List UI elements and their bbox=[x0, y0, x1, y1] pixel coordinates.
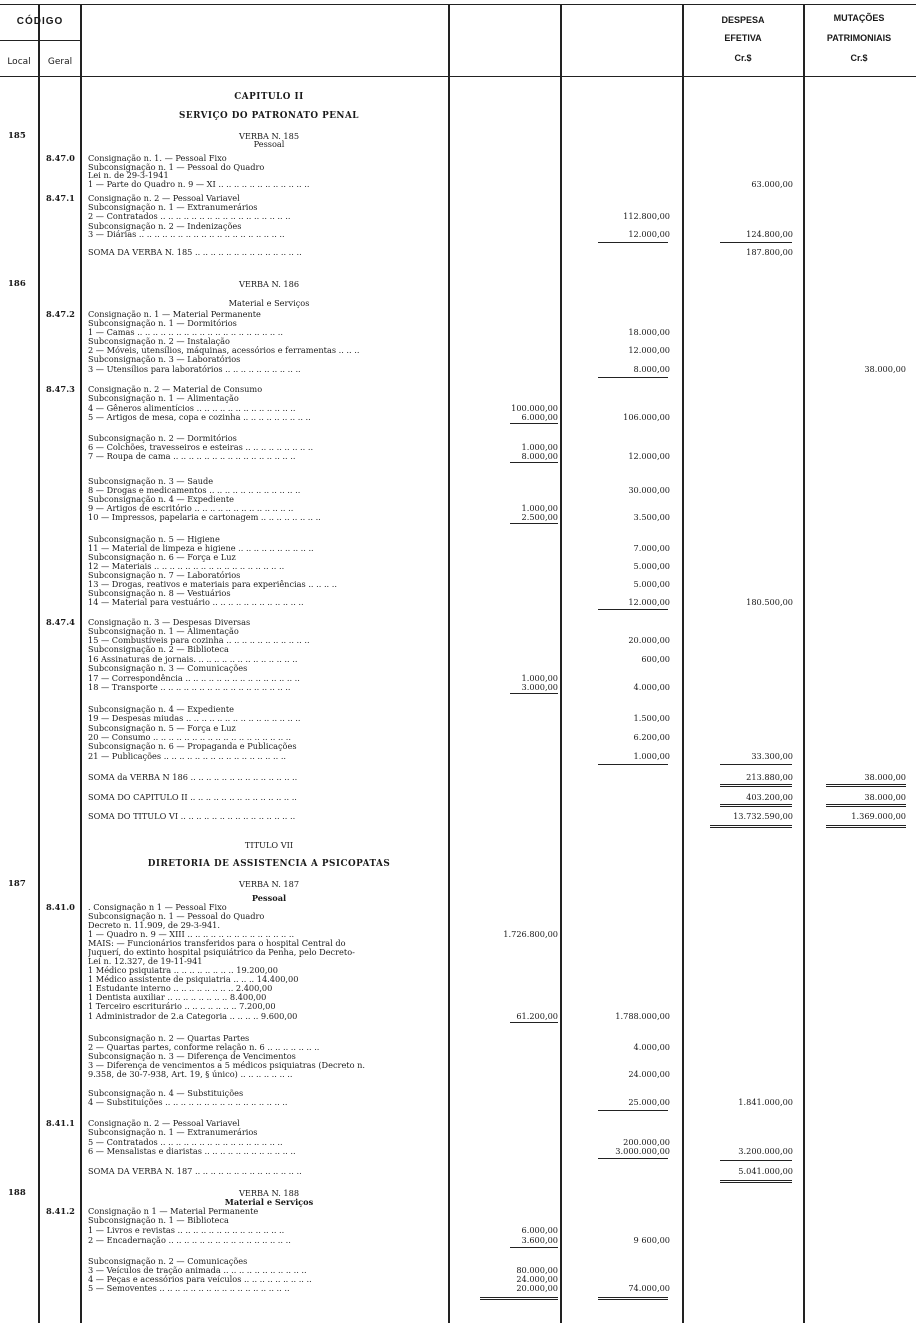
ledger-row bbox=[0, 644, 916, 654]
ledger-row bbox=[0, 1215, 916, 1225]
row-description: 3 — Veículos de tração animada .. .. .. .. .. .. .. .. .. .. .. bbox=[88, 1265, 307, 1275]
ledger-row bbox=[0, 393, 916, 403]
row-description: 15 — Combustíveis para cozinha .. .. .. .. .. .. .. .. .. .. .. bbox=[88, 635, 310, 645]
despesa-efetiva-amount: 3.200.000,00 bbox=[738, 1146, 793, 1156]
geral-code: 8.41.0 bbox=[46, 902, 75, 912]
mutacoes-header-unit: Cr.$ bbox=[850, 53, 868, 63]
total-rule bbox=[826, 804, 906, 807]
row-description: Subconsignação n. 3 — Diferença de Vencimentos bbox=[88, 1051, 296, 1061]
row-description: Subconsignação n. 1 — Pessoal do Quadro bbox=[88, 162, 265, 172]
amount-col2: 112.800,00 bbox=[623, 211, 670, 221]
ledger-row bbox=[0, 879, 916, 889]
total-rule bbox=[826, 784, 906, 787]
row-description: 20 — Consumo .. .. .. .. .. .. .. .. .. .. .. .. .. .. .. .. .. .. bbox=[88, 732, 291, 742]
mutacoes-patrimoniais-amount: 38.000,00 bbox=[864, 364, 906, 374]
amount-col2: 12.000,00 bbox=[628, 345, 670, 355]
row-description: 8 — Drogas e medicamentos .. .. .. .. .. .. .. .. .. .. .. .. bbox=[88, 485, 301, 495]
ledger-row bbox=[0, 1166, 916, 1176]
despesa-efetiva-amount: 33.300,00 bbox=[751, 751, 793, 761]
ledger-row bbox=[0, 751, 916, 761]
ledger-row bbox=[0, 451, 916, 461]
header-bottom-rule bbox=[0, 76, 916, 77]
subtotal-rule bbox=[720, 1160, 792, 1161]
amount-col1: 3.600,00 bbox=[521, 1235, 558, 1245]
row-description: 5 — Semoventes .. .. .. .. .. .. .. .. .. .. .. .. .. .. .. .. .. bbox=[88, 1283, 290, 1293]
amount-col2: 20.000,00 bbox=[628, 635, 670, 645]
row-description: . Consignação n 1 — Pessoal Fixo bbox=[88, 902, 227, 912]
row-description: SOMA DA VERBA N. 187 .. .. .. .. .. .. .. .. .. .. .. .. .. .. bbox=[88, 1166, 302, 1176]
amount-col1: 20.000,00 bbox=[516, 1283, 558, 1293]
geral-code: 8.47.3 bbox=[46, 384, 75, 394]
row-description: Subconsignação n. 2 — Biblioteca bbox=[88, 644, 229, 654]
row-description: Subconsignação n. 7 — Laboratórios bbox=[88, 570, 241, 580]
row-description: SERVIÇO DO PATRONATO PENAL bbox=[179, 111, 359, 121]
amount-col1: 3.000,00 bbox=[521, 682, 558, 692]
despesa-efetiva-amount: 124.800,00 bbox=[746, 229, 793, 239]
row-description: 1 Administrador de 2.a Categoria .. .. .. .. 9.600,00 bbox=[88, 1011, 298, 1021]
despesa-efetiva-amount: 187.800,00 bbox=[746, 247, 793, 257]
row-description: 14 — Material para vestuário .. .. .. .. .. .. .. .. .. .. .. .. bbox=[88, 597, 304, 607]
subtotal-rule bbox=[720, 242, 792, 243]
ledger-row bbox=[0, 179, 916, 189]
row-description: Subconsignação n. 1 — Alimentação bbox=[88, 393, 239, 403]
subtotal-rule bbox=[598, 242, 668, 243]
row-description: Subconsignação n. 2 — Quartas Partes bbox=[88, 1033, 250, 1043]
despesa-efetiva-amount: 180.500,00 bbox=[746, 597, 793, 607]
row-description: 9 — Artigos de escritório .. .. .. .. .. .. .. .. .. .. .. .. .. bbox=[88, 503, 294, 513]
total-rule bbox=[720, 1180, 792, 1183]
local-code: 188 bbox=[8, 1188, 26, 1198]
amount-col2: 600,00 bbox=[641, 654, 670, 664]
row-description: 9.358, de 30-7-938, Art. 19, § único) .. .. .. .. .. .. .. bbox=[88, 1069, 293, 1079]
row-description: Subconsignação n. 5 — Força e Luz bbox=[88, 723, 236, 733]
ledger-row bbox=[0, 597, 916, 607]
subtotal-rule bbox=[510, 523, 558, 524]
ledger-row bbox=[0, 713, 916, 723]
amount-col2: 1.788.000,00 bbox=[615, 1011, 670, 1021]
row-description: Consignação n. 1. — Pessoal Fixo bbox=[88, 153, 227, 163]
mutacoes-header-line2: PATRIMONIAIS bbox=[826, 33, 892, 43]
row-description: CAPITULO II bbox=[234, 92, 304, 102]
row-description: Subconsignação n. 6 — Força e Luz bbox=[88, 552, 236, 562]
subtotal-rule bbox=[510, 462, 558, 463]
amount-col1: 1.000,00 bbox=[521, 442, 558, 452]
amount-col1: 24.000,00 bbox=[516, 1274, 558, 1284]
despesa-header-line1: DESPESA bbox=[721, 15, 765, 25]
row-description: Consignação n. 2 — Pessoal Variavel bbox=[88, 1118, 240, 1128]
ledger-row bbox=[0, 1097, 916, 1107]
ledger-row bbox=[0, 1235, 916, 1245]
row-description: Subconsignação n. 4 — Expediente bbox=[88, 704, 234, 714]
row-description: 4 — Substituições .. .. .. .. .. .. .. .. .. .. .. .. .. .. .. .. bbox=[88, 1097, 288, 1107]
total-rule bbox=[598, 1297, 668, 1300]
row-description: 2 — Contratados .. .. .. .. .. .. .. .. .. .. .. .. .. .. .. .. .. bbox=[88, 211, 291, 221]
ledger-row bbox=[0, 111, 916, 121]
despesa-efetiva-amount: 63.000,00 bbox=[751, 179, 793, 189]
ledger-row bbox=[0, 512, 916, 522]
row-description: 1 Estudante interno .. .. .. .. .. .. .. .. 2.400,00 bbox=[88, 983, 273, 993]
amount-col1: 1.000,00 bbox=[521, 673, 558, 683]
ledger-row bbox=[0, 741, 916, 751]
ledger-row bbox=[0, 859, 916, 869]
despesa-efetiva-amount: 213.880,00 bbox=[746, 772, 793, 782]
row-description: 12 — Materiais .. .. .. .. .. .. .. .. .. .. .. .. .. .. .. .. .. bbox=[88, 561, 285, 571]
ledger-row bbox=[0, 354, 916, 364]
amount-col1: 1.726.800,00 bbox=[503, 929, 558, 939]
row-description: 4 — Peças e acessórios para veículos .. .. .. .. .. .. .. .. .. bbox=[88, 1274, 312, 1284]
ledger-row bbox=[0, 247, 916, 257]
ledger-row bbox=[0, 92, 916, 102]
row-description: Subconsignação n. 1 — Dormitórios bbox=[88, 318, 237, 328]
row-description: Subconsignação n. 1 — Alimentação bbox=[88, 626, 239, 636]
row-description: Subconsignação n. 4 — Expediente bbox=[88, 494, 234, 504]
amount-col2: 12.000,00 bbox=[628, 597, 670, 607]
subtotal-rule bbox=[598, 609, 668, 610]
despesa-efetiva-amount: 403.200,00 bbox=[746, 792, 793, 802]
amount-col2: 4.000,00 bbox=[633, 1042, 670, 1052]
codigo-header: CÓDIGO bbox=[16, 16, 64, 27]
amount-col1: 80.000,00 bbox=[516, 1265, 558, 1275]
row-description: Subconsignação n. 4 — Substituições bbox=[88, 1088, 244, 1098]
row-description: Material e Serviços bbox=[224, 1197, 314, 1207]
amount-col2: 4.000,00 bbox=[633, 682, 670, 692]
ledger-row bbox=[0, 1069, 916, 1079]
amount-col1: 6.000,00 bbox=[521, 1225, 558, 1235]
row-description: 3 — Diferença de vencimentos a 5 médicos psiquiatras (Decreto n. bbox=[88, 1060, 365, 1070]
row-description: Subconsignação n. 2 — Indenizações bbox=[88, 221, 242, 231]
geral-code: 8.41.1 bbox=[46, 1118, 75, 1128]
mutacoes-patrimoniais-amount: 1.369.000,00 bbox=[851, 811, 906, 821]
row-description: 1 — Camas .. .. .. .. .. .. .. .. .. .. .. .. .. .. .. .. .. .. .. bbox=[88, 327, 283, 337]
row-description: 21 — Publicações .. .. .. .. .. .. .. .. .. .. .. .. .. .. .. .. bbox=[88, 751, 287, 761]
total-rule bbox=[480, 1297, 558, 1300]
row-description: Pessoal bbox=[253, 139, 285, 149]
row-description: 1 Dentista auxiliar .. .. .. .. .. .. .. .. 8.400,00 bbox=[88, 992, 267, 1002]
subtotal-rule bbox=[598, 1110, 668, 1111]
despesa-efetiva-amount: 13.732.590,00 bbox=[733, 811, 793, 821]
row-description: Consignação n. 2 — Material de Consumo bbox=[88, 384, 263, 394]
total-rule bbox=[710, 825, 792, 828]
amount-col1: 8.000,00 bbox=[521, 451, 558, 461]
row-description: 1 — Livros e revistas .. .. .. .. .. .. .. .. .. .. .. .. .. .. bbox=[88, 1225, 285, 1235]
amount-col1: 100.000,00 bbox=[511, 403, 558, 413]
geral-code: 8.47.4 bbox=[46, 617, 75, 627]
ledger-row bbox=[0, 364, 916, 374]
ledger-row bbox=[0, 663, 916, 673]
geral-header: Geral bbox=[47, 57, 73, 67]
ledger-row bbox=[0, 279, 916, 289]
total-rule bbox=[720, 784, 792, 787]
subtotal-rule bbox=[510, 423, 558, 424]
header-top-rule bbox=[0, 4, 916, 5]
amount-col2: 18.000,00 bbox=[628, 327, 670, 337]
row-description: 3 — Utensílios para laboratórios .. .. .. .. .. .. .. .. .. .. bbox=[88, 364, 301, 374]
total-rule bbox=[826, 825, 906, 828]
mutacoes-patrimoniais-amount: 38.000,00 bbox=[864, 792, 906, 802]
ledger-row bbox=[0, 412, 916, 422]
row-description: Material e Serviços bbox=[228, 298, 310, 308]
row-description: 1 Terceiro escriturário .. .. .. .. .. .. .. 7.200,00 bbox=[88, 1001, 276, 1011]
row-description: 1 Médico assistente de psiquiatria .. .. .. 14.400,00 bbox=[88, 974, 299, 984]
amount-col1: 6.000,00 bbox=[521, 412, 558, 422]
amount-col2: 74.000,00 bbox=[628, 1283, 670, 1293]
row-description: Subconsignação n. 6 — Propaganda e Publicações bbox=[88, 741, 297, 751]
row-description: Subconsignação n. 3 — Comunicações bbox=[88, 663, 248, 673]
row-description: VERBA N. 188 bbox=[238, 1188, 300, 1198]
codigo-divider bbox=[0, 40, 80, 41]
local-code: 187 bbox=[8, 879, 26, 889]
row-description: 2 — Quartas partes, conforme relação n. 6 .. .. .. .. .. .. .. bbox=[88, 1042, 320, 1052]
amount-col2: 9 600,00 bbox=[633, 1235, 670, 1245]
subtotal-rule bbox=[510, 1247, 558, 1248]
ledger-row bbox=[0, 772, 916, 782]
row-description: 19 — Despesas miudas .. .. .. .. .. .. .. .. .. .. .. .. .. .. .. bbox=[88, 713, 301, 723]
row-description: SOMA DO TITULO VI .. .. .. .. .. .. .. .. .. .. .. .. .. .. .. bbox=[88, 811, 296, 821]
ledger-row bbox=[0, 1011, 916, 1021]
row-description: Subconsignação n. 3 — Laboratórios bbox=[88, 354, 241, 364]
row-description: Consignação n. 2 — Pessoal Variavel bbox=[88, 193, 240, 203]
row-description: VERBA N. 185 bbox=[238, 131, 300, 141]
row-description: Subconsignação n. 1 — Pessoal do Quadro bbox=[88, 911, 265, 921]
mutacoes-header-line1: MUTAÇÕES bbox=[833, 13, 885, 23]
row-description: Subconsignação n. 8 — Vestuários bbox=[88, 588, 231, 598]
subtotal-rule bbox=[598, 1158, 668, 1159]
despesa-header-line2: EFETIVA bbox=[724, 33, 762, 43]
amount-col2: 30.000,00 bbox=[628, 485, 670, 495]
geral-code: 8.47.0 bbox=[46, 153, 75, 163]
amount-col2: 6.200,00 bbox=[633, 732, 670, 742]
subtotal-rule bbox=[510, 693, 558, 694]
row-description: Consignação n 1 — Material Permanente bbox=[88, 1206, 259, 1216]
local-header: Local bbox=[7, 57, 31, 67]
row-description: 3 — Diárias .. .. .. .. .. .. .. .. .. .. .. .. .. .. .. .. .. .. .. bbox=[88, 229, 285, 239]
row-description: Consignação n. 3 — Despesas Diversas bbox=[88, 617, 251, 627]
row-description: Subconsignação n. 1 — Extranumerários bbox=[88, 202, 258, 212]
amount-col2: 3.500,00 bbox=[633, 512, 670, 522]
subtotal-rule bbox=[598, 764, 668, 765]
row-description: 1 — Quadro n. 9 — XIII .. .. .. .. .. .. .. .. .. .. .. .. .. .. bbox=[88, 929, 295, 939]
row-description: MAIS: — Funcionários transferidos para o hospital Central do bbox=[88, 938, 346, 948]
mutacoes-patrimoniais-amount: 38.000,00 bbox=[864, 772, 906, 782]
amount-col2: 5.000,00 bbox=[633, 579, 670, 589]
amount-col2: 24.000,00 bbox=[628, 1069, 670, 1079]
amount-col1: 2.500,00 bbox=[521, 512, 558, 522]
despesa-efetiva-amount: 1.841.000,00 bbox=[738, 1097, 793, 1107]
row-description: TITULO VII bbox=[244, 840, 294, 850]
ledger-row bbox=[0, 1225, 916, 1235]
row-description: Subconsignação n. 2 — Dormitórios bbox=[88, 433, 237, 443]
row-description: Decreto n. 11.909, de 29-3-941. bbox=[88, 920, 220, 930]
row-description: SOMA DO CAPITULO II .. .. .. .. .. .. .. .. .. .. .. .. .. .. bbox=[88, 792, 297, 802]
ledger-row bbox=[0, 1146, 916, 1156]
subtotal-rule bbox=[720, 764, 792, 765]
row-description: 4 — Gêneros alimentícios .. .. .. .. .. .. .. .. .. .. .. .. .. bbox=[88, 403, 296, 413]
subtotal-rule bbox=[510, 1022, 558, 1023]
row-description: 2 — Encadernação .. .. .. .. .. .. .. .. .. .. .. .. .. .. .. .. bbox=[88, 1235, 291, 1245]
amount-col2: 106.000,00 bbox=[623, 412, 670, 422]
row-description: 16 Assinaturas de jornais. .. .. .. .. .. .. .. .. .. .. .. .. .. bbox=[88, 654, 298, 664]
despesa-efetiva-amount: 5.041.000,00 bbox=[738, 1166, 793, 1176]
amount-col2: 3.000.000,00 bbox=[615, 1146, 670, 1156]
row-description: 6 — Mensalistas e diaristas .. .. .. .. .. .. .. .. .. .. .. .. bbox=[88, 1146, 296, 1156]
amount-col2: 1.000,00 bbox=[633, 751, 670, 761]
ledger-row bbox=[0, 840, 916, 850]
row-description: Subconsignação n. 2 — Instalação bbox=[88, 336, 230, 346]
ledger-row bbox=[0, 682, 916, 692]
row-description: 5 — Contratados .. .. .. .. .. .. .. .. .. .. .. .. .. .. .. .. bbox=[88, 1137, 283, 1147]
local-code: 186 bbox=[8, 279, 26, 289]
row-description: Subconsignação n. 2 — Comunicações bbox=[88, 1256, 248, 1266]
ledger-row bbox=[0, 792, 916, 802]
row-description: 7 — Roupa de cama .. .. .. .. .. .. .. .. .. .. .. .. .. .. .. .. bbox=[88, 451, 296, 461]
row-description: 5 — Artigos de mesa, copa e cozinha .. .. .. .. .. .. .. .. .. bbox=[88, 412, 311, 422]
ledger-row bbox=[0, 1001, 916, 1011]
row-description: VERBA N. 186 bbox=[238, 279, 300, 289]
row-description: 13 — Drogas, reativos e materiais para experiências .. .. .. .. bbox=[88, 579, 337, 589]
row-description: 11 — Material de limpeza e higiene .. .. .. .. .. .. .. .. .. .. bbox=[88, 543, 314, 553]
row-description: SOMA DA VERBA N. 185 .. .. .. .. .. .. .. .. .. .. .. .. .. .. bbox=[88, 247, 302, 257]
row-description: 17 — Correspondência .. .. .. .. .. .. .. .. .. .. .. .. .. .. .. bbox=[88, 673, 300, 683]
ledger-row bbox=[0, 211, 916, 221]
ledger-row bbox=[0, 1283, 916, 1293]
row-description: Subconsignação n. 3 — Saude bbox=[88, 476, 214, 486]
subtotal-rule bbox=[598, 377, 668, 378]
local-code: 185 bbox=[8, 131, 26, 141]
row-description: DIRETORIA DE ASSISTENCIA A PSICOPATAS bbox=[147, 859, 391, 869]
row-description: 1 — Parte do Quadro n. 9 — XI .. .. .. .. .. .. .. .. .. .. .. .. bbox=[88, 179, 310, 189]
row-description: 2 — Móveis, utensílios, máquinas, acessórios e ferramentas .. .. .. bbox=[88, 345, 360, 355]
ledger-row bbox=[0, 229, 916, 239]
row-description: Lei n. 12.327, de 19-11-941 bbox=[88, 956, 203, 966]
row-description: Subconsignação n. 1 — Biblioteca bbox=[88, 1215, 229, 1225]
row-description: 6 — Colchões, travesseiros e esteiras .. .. .. .. .. .. .. .. .. bbox=[88, 442, 314, 452]
row-description: 10 — Impressos, papelaria e cartonagem .. .. .. .. .. .. .. .. bbox=[88, 512, 321, 522]
ledger-row bbox=[0, 298, 916, 308]
row-description: 18 — Transporte .. .. .. .. .. .. .. .. .. .. .. .. .. .. .. .. .. bbox=[88, 682, 291, 692]
ledger-row bbox=[0, 1127, 916, 1137]
ledger-row bbox=[0, 139, 916, 149]
amount-col2: 12.000,00 bbox=[628, 229, 670, 239]
amount-col2: 200.000,00 bbox=[623, 1137, 670, 1147]
amount-col2: 8.000,00 bbox=[633, 364, 670, 374]
despesa-header-unit: Cr.$ bbox=[734, 53, 752, 63]
amount-col1: 1.000,00 bbox=[521, 503, 558, 513]
amount-col2: 1.500,00 bbox=[633, 713, 670, 723]
row-description: Subconsignação n. 1 — Extranumerários bbox=[88, 1127, 258, 1137]
geral-code: 8.47.2 bbox=[46, 309, 75, 319]
row-description: Lei n. de 29-3-1941 bbox=[88, 170, 169, 180]
row-description: Subconsignação n. 5 — Higiene bbox=[88, 534, 220, 544]
row-description: VERBA N. 187 bbox=[238, 879, 300, 889]
row-description: Juquerí, do extinto hospital psiquiátrico da Penha, pelo Decreto- bbox=[88, 947, 355, 957]
row-description: SOMA da VERBA N 186 .. .. .. .. .. .. .. .. .. .. .. .. .. .. bbox=[88, 772, 298, 782]
amount-col2: 25.000,00 bbox=[628, 1097, 670, 1107]
total-rule bbox=[720, 804, 792, 807]
geral-code: 8.47.1 bbox=[46, 193, 75, 203]
row-description: Consignação n. 1 — Material Permanente bbox=[88, 309, 261, 319]
amount-col2: 7.000,00 bbox=[633, 543, 670, 553]
row-description: 1 Médico psiquiatra .. .. .. .. .. .. .. .. 19.200,00 bbox=[88, 965, 278, 975]
ledger-row bbox=[0, 811, 916, 821]
geral-code: 8.41.2 bbox=[46, 1206, 75, 1216]
amount-col2: 5.000,00 bbox=[633, 561, 670, 571]
row-description: Pessoal bbox=[251, 893, 287, 903]
amount-col1: 61.200,00 bbox=[516, 1011, 558, 1021]
amount-col2: 12.000,00 bbox=[628, 451, 670, 461]
